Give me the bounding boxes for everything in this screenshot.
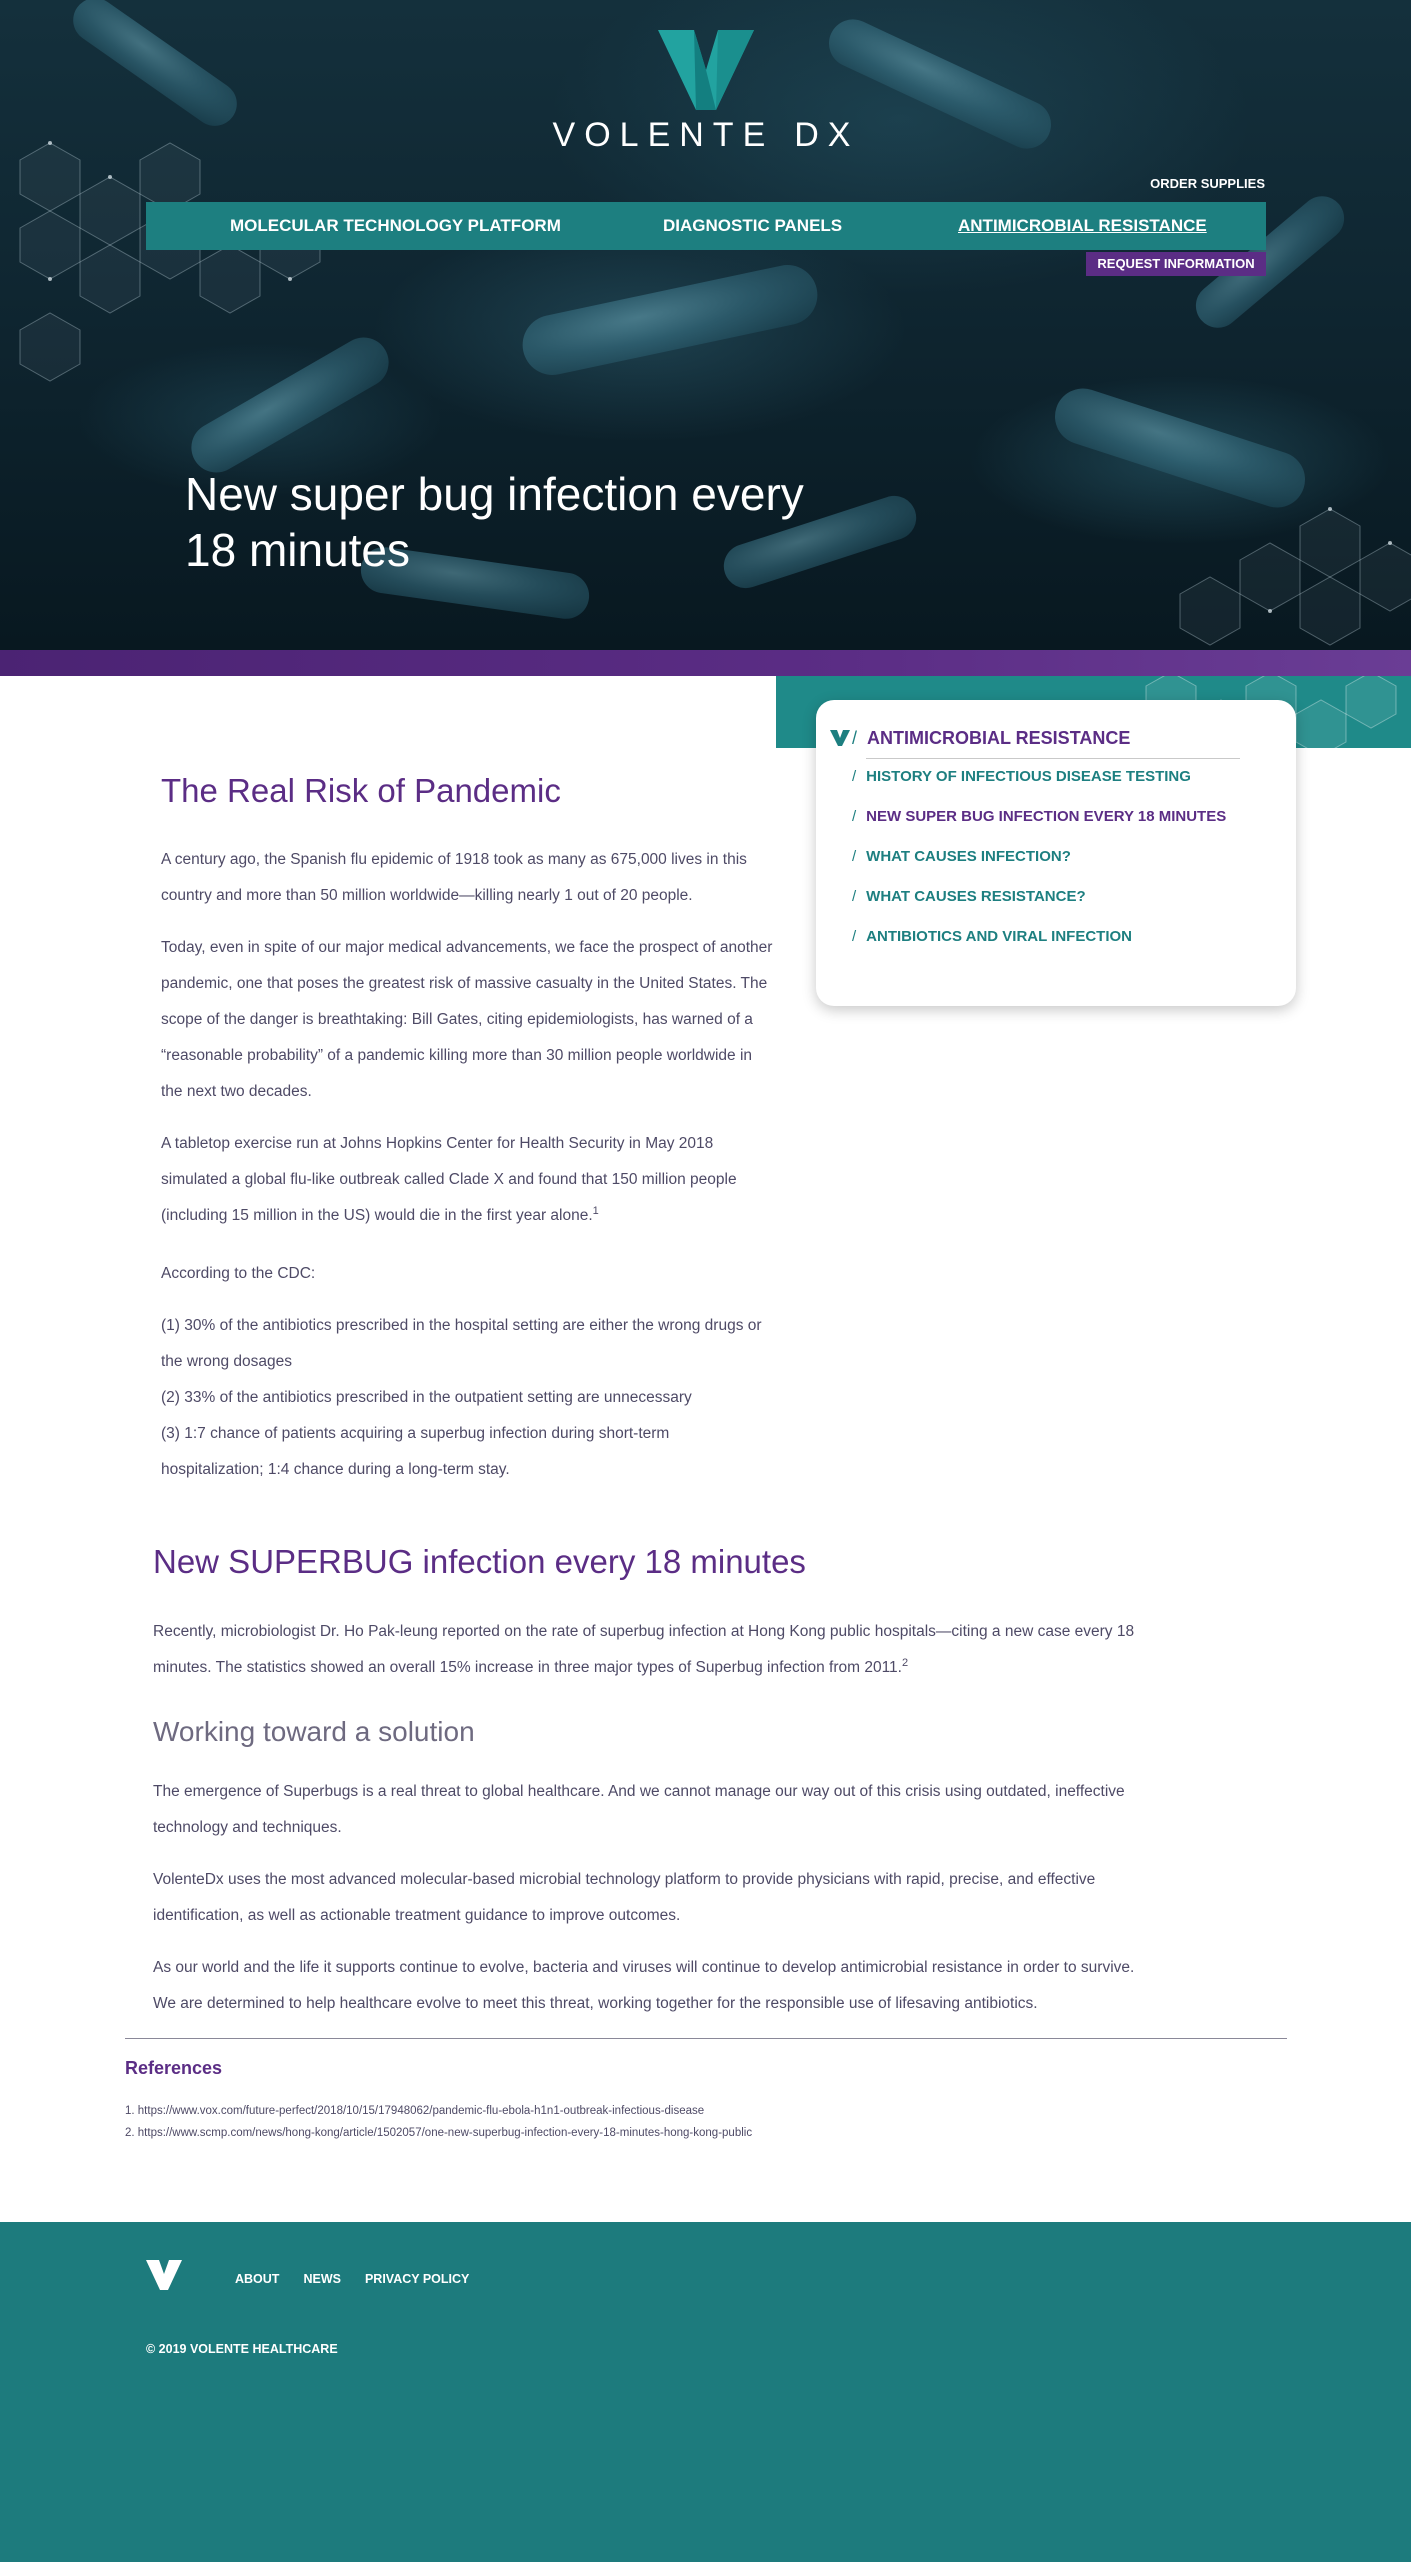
section-heading-superbug: New SUPERBUG infection every 18 minutes <box>153 1543 806 1580</box>
paragraph-cdc-intro: According to the CDC: <box>161 1265 316 1282</box>
footer-link-privacy-policy[interactable]: PRIVACY POLICY <box>364 2272 470 2286</box>
cdc-stat-3-cont: hospitalization; 1:4 chance during a long-term stay. <box>161 1461 510 1478</box>
paragraph-ho-pak-leung: Recently, microbiologist Dr. Ho Pak-leung reported on the rate of superbug infection at Hong Kong public hospitals—citing a new case every 18 minutes. The statistics showed an overall 15% increase in three major types of Superbug infection from 2011.$^2$ <box>153 1623 1135 1676</box>
copyright-text: © 2019 VOLENTE HEALTHCARE <box>146 2342 338 2356</box>
sidebar-item-new-super-bug[interactable]: / NEW SUPER BUG INFECTION EVERY 18 MINUTES <box>852 808 1227 825</box>
cdc-statistics-list <box>161 1308 801 1488</box>
volente-v-logo-icon <box>658 30 754 110</box>
sidebar-item-label: ANTIBIOTICS AND VIRAL INFECTION <box>866 928 1133 945</box>
sidebar-item-label: NEW SUPER BUG INFECTION EVERY 18 MINUTES <box>866 808 1227 825</box>
hero-title <box>185 466 865 578</box>
sidebar-item-antibiotics-viral[interactable]: / ANTIBIOTICS AND VIRAL INFECTION <box>852 928 1133 945</box>
paragraph-clade-x: A tabletop exercise run at Johns Hopkins Center for Health Security in May 2018 simulated a global flu-like outbreak called Clade X and found that 150 million people (including 15 million in the US) would die in the first year alone.$^1$ <box>161 1135 737 1224</box>
sidebar-divider <box>866 758 1240 759</box>
paragraph-superbug-threat: The emergence of Superbugs is a real threat to global healthcare. And we cannot manage our way out of this crisis using outdated, ineffective technology and techniques. <box>153 1783 1125 1836</box>
cdc-stat-1-cont: the wrong dosages <box>161 1353 292 1370</box>
references-list <box>125 2100 752 2144</box>
hero-title-line-2: 18 minutes <box>185 524 411 576</box>
logo-name-left: VOLENTE <box>552 116 775 154</box>
sidebar-item-history[interactable]: / HISTORY OF INFECTIOUS DISEASE TESTING <box>852 768 1191 785</box>
sidebar-item-label: HISTORY OF INFECTIOUS DISEASE TESTING <box>866 768 1191 785</box>
cdc-stat-1: (1) 30% of the antibiotics prescribed in the hospital setting are either the wrong drugs or <box>161 1317 762 1334</box>
nav-antimicrobial-resistance[interactable]: ANTIMICROBIAL RESISTANCE <box>958 216 1207 235</box>
footnote-ref-1[interactable]: 1 <box>592 1204 599 1217</box>
reference-link-2[interactable]: 2. https://www.scmp.com/news/hong-kong/article/1502057/one-new-superbug-infection-every-18-minutes-hong-kong-public <box>125 2127 753 2139</box>
volente-v-icon[interactable] <box>146 2260 182 2290</box>
sidebar-item-causes-infection[interactable]: / WHAT CAUSES INFECTION? <box>852 848 1071 865</box>
sidebar-item-label: WHAT CAUSES RESISTANCE? <box>866 888 1086 905</box>
order-supplies-link[interactable]: ORDER SUPPLIES <box>1150 176 1265 191</box>
reference-link-1[interactable]: 1. https://www.vox.com/future-perfect/2018/10/15/17948062/pandemic-flu-ebola-h1n1-outbreak-infectious-disease <box>125 2105 705 2117</box>
section-heading-solution: Working toward a solution <box>153 1716 475 1747</box>
paragraph-spanish-flu: A century ago, the Spanish flu epidemic of 1918 took as many as 675,000 lives in this country and more than 50 million worldwide—killing nearly 1 out of 20 people. <box>161 851 747 904</box>
sidebar-heading-label: ANTIMICROBIAL RESISTANCE <box>867 728 1131 748</box>
cdc-stat-3: (3) 1:7 chance of patients acquiring a superbug infection during short-term <box>161 1425 670 1442</box>
volente-dx-logo[interactable] <box>552 30 860 158</box>
hero-banner <box>0 0 1411 650</box>
footnote-ref-2[interactable]: 2 <box>902 1656 909 1669</box>
volente-v-icon <box>830 730 850 746</box>
sidebar-item-label: WHAT CAUSES INFECTION? <box>866 848 1071 865</box>
site-footer <box>0 2222 1411 2562</box>
cdc-stat-2: (2) 33% of the antibiotics prescribed in the outpatient setting are unnecessary <box>161 1389 692 1406</box>
references-divider <box>125 2038 1287 2039</box>
logo-name-right: DX <box>794 116 860 154</box>
references-heading: References <box>125 2058 223 2078</box>
paragraph-evolve: As our world and the life it supports continue to evolve, bacteria and viruses will continue to develop antimicrobial resistance in order to survive. We are determined to help healthcare evolve to meet this threat, working together for the responsible use of lifesaving antibiotics. <box>153 1959 1135 2012</box>
nav-molecular-technology-platform[interactable]: MOLECULAR TECHNOLOGY PLATFORM <box>230 216 561 235</box>
main-navigation <box>146 202 1266 250</box>
paragraph-volentedx-platform: VolenteDx uses the most advanced molecular-based microbial technology platform to provide physicians with rapid, precise, and effective identification, as well as actionable treatment guidance to improve outcomes. <box>153 1871 1096 1924</box>
footer-link-about[interactable]: ABOUT <box>235 2272 280 2286</box>
footer-navigation <box>235 2272 469 2286</box>
section-sidebar <box>816 700 1296 1006</box>
section-heading-real-risk: The Real Risk of Pandemic <box>161 772 561 809</box>
paragraph-pandemic-prospect: Today, even in spite of our major medical advancements, we face the prospect of another pandemic, one that poses the greatest risk of massive casualty in the United States. The scope of the danger is breathtaking: Bill Gates, citing epidemiologists, has warned of a “reasonable probability” of a pandemic killing more than 30 million people worldwide in the next two decades. <box>161 939 773 1100</box>
sidebar-item-causes-resistance[interactable]: / WHAT CAUSES RESISTANCE? <box>852 888 1086 905</box>
hero-title-line-1: New super bug infection every <box>185 468 804 520</box>
logo-wordmark <box>552 116 860 155</box>
sidebar-heading[interactable]: / ANTIMICROBIAL RESISTANCE <box>852 728 1131 748</box>
request-information-button[interactable]: REQUEST INFORMATION <box>1086 252 1266 276</box>
footer-link-news[interactable]: NEWS <box>303 2272 341 2286</box>
purple-divider-band <box>0 650 1411 676</box>
nav-diagnostic-panels[interactable]: DIAGNOSTIC PANELS <box>663 216 843 235</box>
